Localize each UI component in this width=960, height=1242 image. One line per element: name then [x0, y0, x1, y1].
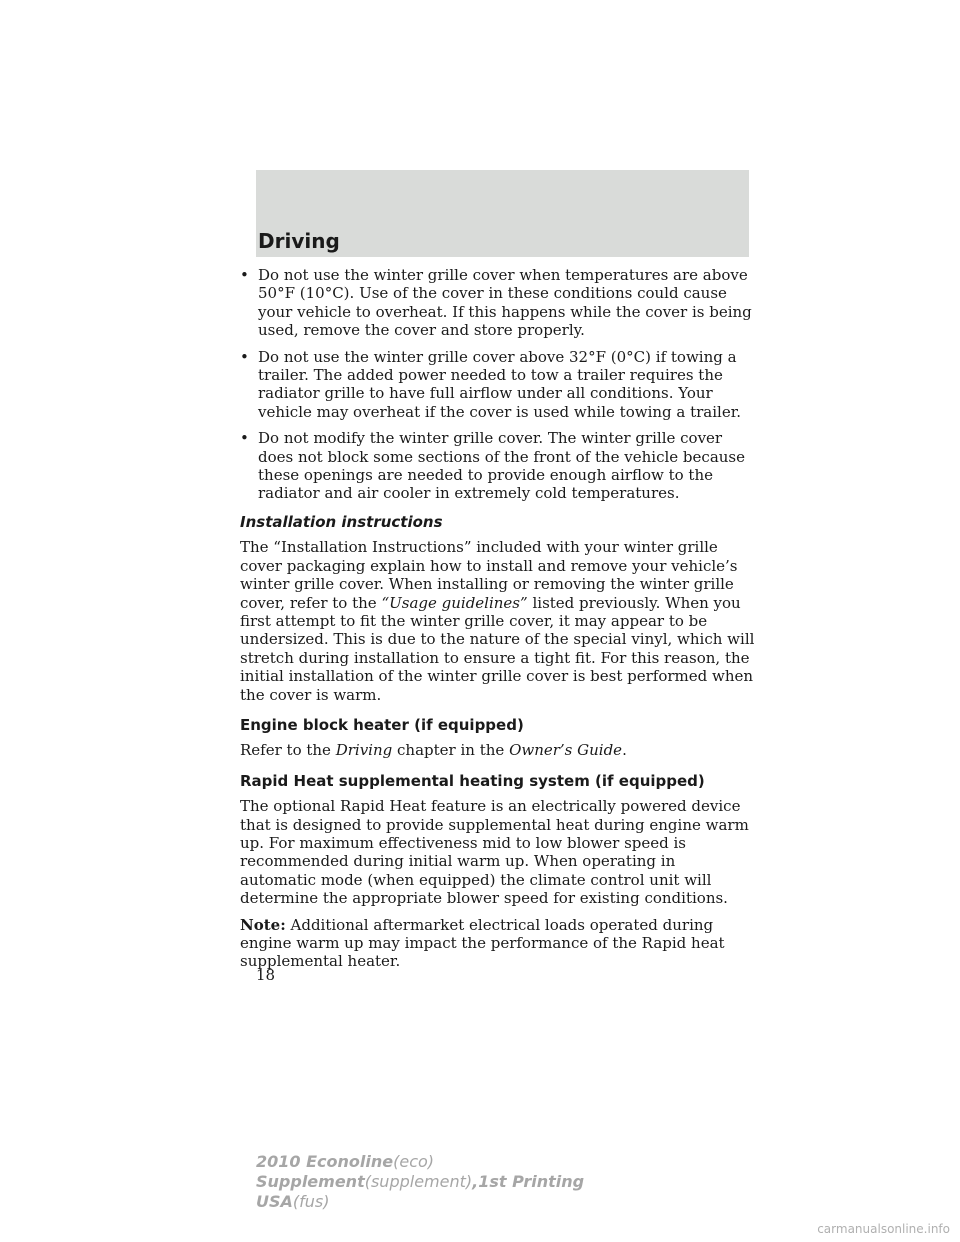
page-number: 18 — [256, 966, 276, 984]
footer-separator: , — [472, 1172, 479, 1191]
footer-doc-code: (supplement) — [364, 1172, 473, 1191]
document-footer — [256, 1152, 584, 1212]
footer-line-1 — [256, 1152, 584, 1172]
rapid-heat-paragraph: The optional Rapid Heat feature is an electrically powered device that is designed to provide supplemental heat during engine warm up. For maximum effectiveness mid to low blower speed is recommended during initial warm up. When operating in automatic mode (when equipped) the climate control unit will determine the appropriate blower speed for existing conditions. — [240, 797, 749, 908]
installation-heading: Installation instructions — [240, 512, 443, 531]
list-item-text: Do not use the winter grille cover when temperatures are above 50°F (10°C). Use of the cover in these conditions could cause your vehicle to overheat. If this happens while the cover is being used, remove the cover and store properly. — [258, 266, 752, 340]
page-content — [240, 266, 755, 979]
rapid-heat-heading: Rapid Heat supplemental heating system (if equipped) — [240, 771, 705, 790]
watermark-link[interactable]: carmanualsonline.info — [817, 1222, 950, 1236]
engine-block-text-a: Refer to the — [240, 741, 331, 760]
footer-printing: 1st Printing — [478, 1172, 585, 1191]
engine-block-text-c: . — [622, 741, 627, 760]
footer-doc-type: Supplement — [256, 1172, 365, 1191]
note-text: Additional aftermarket electrical loads operated during engine warm up may impact the performance of the Rapid heat supplemental heater. — [240, 915, 725, 971]
bullet-icon: • — [240, 266, 249, 284]
footer-model-code: (eco) — [393, 1152, 435, 1171]
engine-block-heading: Engine block heater (if equipped) — [240, 715, 524, 734]
installation-text-start: The “Installation Instructions” included with your winter grille cover packaging explain how to install and remove your vehicle’s winter grille cover. When installing or removing the winter grille cover, refer to the — [240, 538, 738, 612]
list-item — [240, 348, 755, 422]
footer-model: 2010 Econoline — [256, 1152, 394, 1171]
owners-guide-reference: Owner’s Guide — [509, 741, 623, 760]
warning-bullet-list — [240, 266, 755, 503]
installation-text-end: listed previously. When you first attempt to fit the winter grille cover, it may appear to be undersized. This is due to the nature of the special vinyl, which will stretch during installation to ensure a tight fit. For this reason, the initial installation of the winter grille cover is best performed when the cover is warm. — [240, 593, 755, 704]
footer-market-code: (fus) — [292, 1192, 330, 1211]
driving-chapter-reference: Driving — [335, 741, 393, 760]
footer-market: USA — [256, 1192, 293, 1211]
list-item — [240, 266, 755, 340]
footer-line-2 — [256, 1172, 584, 1192]
list-item-text: Do not modify the winter grille cover. The winter grille cover does not block some sections of the front of the vehicle because these openings are needed to provide enough airflow to the radiator and air cooler in extremely cold temperatures. — [258, 429, 745, 503]
installation-paragraph — [240, 538, 755, 704]
section-title: Driving — [258, 229, 340, 253]
note-label: Note: — [240, 915, 286, 934]
engine-block-text-b: chapter in the — [397, 741, 505, 760]
engine-block-paragraph — [240, 741, 755, 759]
footer-line-3 — [256, 1192, 584, 1212]
bullet-icon: • — [240, 429, 249, 448]
bullet-icon: • — [240, 347, 249, 366]
list-item-text: Do not use the winter grille cover above 32°F (0°C) if towing a trailer. The added power needed to tow a trailer requires the radiator grille to have full airflow under all conditions. Your vehicle may overheat if the cover is used while towing a trailer. — [258, 347, 742, 421]
usage-guidelines-reference: “Usage guidelines” — [381, 593, 528, 612]
list-item — [240, 429, 755, 503]
note-paragraph — [240, 916, 755, 971]
